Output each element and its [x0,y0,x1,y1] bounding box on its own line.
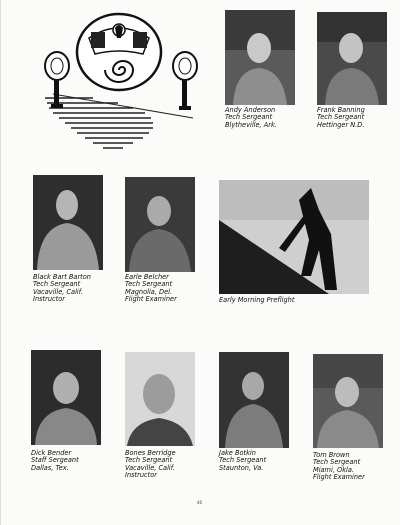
caption-line: Frank Banning [317,106,365,114]
person-caption [317,107,365,129]
caption-line: Tech Sergeant [219,456,267,465]
portrait-photo [125,352,195,446]
portrait-photo [31,350,101,445]
caption-line: Instructor [125,470,157,479]
portrait-photo [317,12,387,105]
caption-line: Dallas, Tex. [31,463,69,472]
portrait-photo [219,352,289,448]
person-caption [219,450,266,472]
caption-line: Tech Sergeant [225,113,273,122]
person-caption [225,107,277,129]
caption-line: Staunton, Va. [219,463,264,472]
feature-photo-preflight [219,180,369,294]
caption-line: Flight Examiner [125,294,177,303]
caption-line: Magnolia, Del. [125,287,173,296]
person-caption [125,274,177,303]
person-caption [125,450,176,479]
caption-line: Tech Sergeant [125,456,173,465]
caption-line: Miami, Okla. [313,465,354,474]
squadron-emblem-illustration [33,8,203,158]
person-caption [313,452,365,481]
caption-line: Staff Sergeant [31,456,79,465]
person-caption [31,450,79,472]
caption-line: Bones Berridge [125,449,176,457]
portrait-photo [125,177,195,272]
caption-line: Flight Examiner [313,472,365,481]
caption-line: Tech Sergeant [317,113,365,122]
caption-line: Tom Brown [313,451,350,459]
caption-line: Tech Sergeant [125,280,173,289]
caption-line: Early Morning Preflight [219,296,295,304]
caption-line: Black Bart Barton [33,273,91,281]
caption-line: Tech Sergeant [33,280,81,289]
caption-line: Vacaville, Calif. [33,287,84,296]
person-caption [33,274,91,303]
portrait-photo [33,175,103,270]
caption-line: Tech Sergeant [313,458,361,467]
caption-line: Earle Belcher [125,273,169,281]
caption-line: Vacaville, Calif. [125,463,176,472]
caption-line: Jake Botkin [219,449,256,457]
caption-line: Andy Anderson [225,106,276,114]
caption-line: Instructor [33,294,65,303]
caption-line: Dick Bender [31,449,72,457]
portrait-photo [313,354,383,448]
portrait-photo [225,10,295,105]
caption-line: Hettinger N.D. [317,120,365,129]
caption-line: Blytheville, Ark. [225,120,277,129]
page-number: 46 [197,500,203,505]
feature-photo-caption [219,297,294,304]
